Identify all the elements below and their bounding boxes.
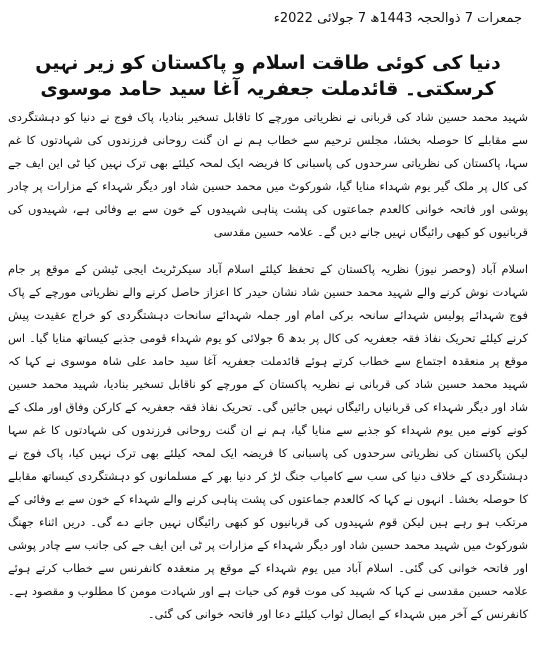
intro-paragraph: شہید محمد حسین شاد کی قربانی نے نظریاتی مورچے کا تاقابل تسخیر بنادیا، پاک فوج نے دنیا کو دہشتگردی سے مقابلے کا حوصلہ بخشا، مجلس ترحیم سے خطاب ہم نے ان گنت روحانی فرزندوں کی شہادتوں کا غم سہا، پاکستان کی نظریاتی سرحدوں کی پاسبانی کا فریضہ ایک لمحہ کیلئے بھی ترک نہیں کیا ٹی این ایف جے کی کال پر ملک گیر یوم شہداء منایا گیا، شورکوٹ میں محمد حسین شاد اور دیگر شہداء کے مزارات پر چادر پوشی اور فاتحہ خوانی کالعدم جماعتوں کی پشت پناہی شہیدوں کے خون سے بے وفائی ہے، شہیدوں کی قربانیوں کو کبھی رائیگاں نہیں جانے دیں گے۔ علامہ حسین مقدسی <box>8 110 528 239</box>
dateline: جمعرات 7 ذوالحجہ 1443ھ 7 جولائی 2022ء <box>273 11 522 26</box>
headline: دنیا کی کوئی طاقت اسلام و پاکستان کو زیر نہیں کرسکتی۔ قائدملت جعفریہ آغا سید حامد موسوی <box>35 52 501 100</box>
body-paragraph: اسلام آباد (وحصر نیوز) نظریہ پاکستان کے تحفظ کیلئے اسلام آباد سیکرٹریٹ ایجی ٹیشن کے موقع پر جام شہادت نوش کرنے والے شہید محمد حسین شاد نشان حیدر کا اعزاز حاصل کرنے والے نظریاتی مورچے کے پاک فوج شہدائے پولیس شہدائے سانحہ برکی امام اور جملہ شہدائے سانحات دہشتگردی کو خراج عقیدت پیش کرنے کیلئے تحریک نفاذ فقہ جعفریہ کی کال پر بدھ 6 جولائی کو یوم شہداء قومی جذبے کیساتھ منایا گیا۔ اس موقع پر منعقدہ اجتماع سے خطاب کرتے ہوئے قائدملت جعفریہ آغا سید حامد علی شاہ موسوی نے کہا کہ شہید محمد حسین شاد کی قربانی نے نظریہ پاکستان کے مورچے کو ناقابل تسخیر بنادیا، شہید محمد حسین شاد اور دیگر شہداء کی قربانیاں رائیگاں نہیں جائیں گی۔ تحریک نفاذ فقہ جعفریہ کے کارکن وفاق اور ملک کے کونے کونے میں یوم شہداء کو جذبے سے منایا گیا، ہم نے ان گنت روحانی فرزندوں کی شہادتوں کا غم سہا لیکن پاکستان کی نظریاتی سرحدوں کی پاسبانی کا فریضہ ایک لمحہ کیلئے بھی ترک نہیں کیا، پاک فوج نے دہشتگردی کے خلاف دنیا کی سب سے کامیاب جنگ لڑ کر دنیا بھر کے مسلمانوں کو دہشتگردی کیساتھ مقابلے کا حوصلہ بخشا۔ انہوں نے کہا کہ کالعدم جماعتوں کی پشت پناہی کرنے والے شہداء کے خون سے بے وفائی کے مرتکب ہو رہے ہیں لیکن قوم شہیدوں کی قربانیوں کو کبھی رائیگاں نہیں جانے دے گی۔ دریں اثناء جھنگ شورکوٹ میں شہید محمد حسین شاد اور دیگر شہداء کے مزارات پر ٹی این ایف جے کی جانب سے چادر پوشی اور فاتحہ خوانی کی گئی۔ اسلام آباد میں یوم شہداء کے موقع پر منعقدہ کانفرنس سے خطاب کرتے ہوئے علامہ حسین مقدسی نے کہا کہ شہید کی موت قوم کی حیات ہے اور شہادت مومن کا مطلوب و مقصود ہے۔ کانفرنس کے آخر میں شہداء کے ایصال ثواب کیلئے دعا اور فاتحہ خوانی کی گئی۔ <box>8 262 528 621</box>
